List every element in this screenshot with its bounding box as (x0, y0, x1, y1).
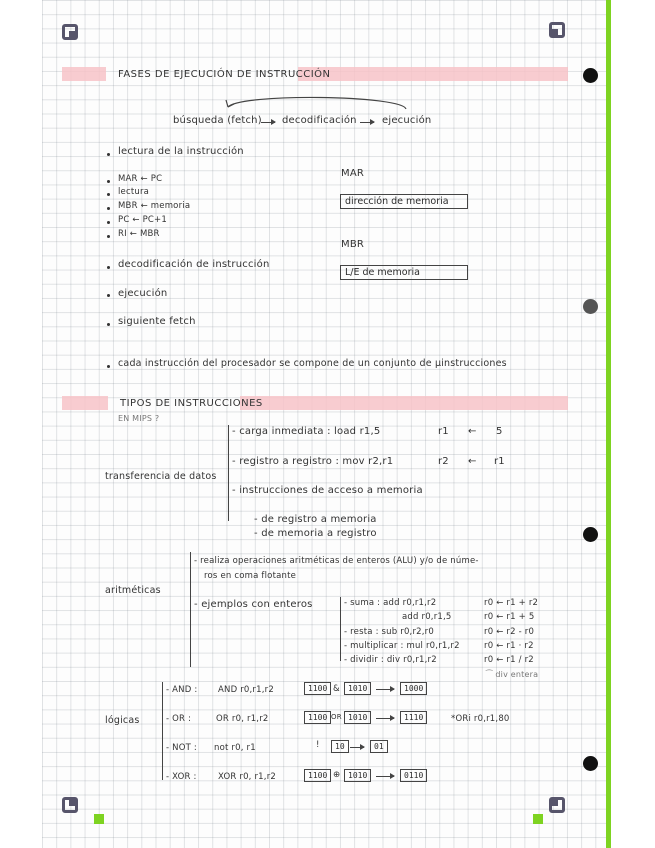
arith-op: - resta : sub r0,r2,r0 (344, 627, 434, 637)
arrow-icon (376, 776, 394, 777)
arith-result: r0 ← r2 - r0 (484, 627, 535, 637)
logic-operand: 1010 (344, 711, 371, 724)
list-item: PC ← PC+1 (118, 215, 167, 225)
result: r1 (438, 426, 449, 437)
arith-result: r0 ← r1 · r2 (484, 641, 534, 651)
bullet (107, 221, 110, 224)
bullet (107, 180, 110, 183)
logic-name: - AND : (166, 685, 198, 695)
list-item: - de registro a memoria (254, 514, 377, 525)
list-item: ejecución (118, 288, 168, 299)
logic-operator: & (333, 684, 340, 694)
corner-mark-top-left (62, 24, 78, 40)
brace (190, 552, 191, 667)
list-item: MAR ← PC (118, 174, 163, 184)
page-edge (606, 0, 611, 848)
cycle-step: decodificación (282, 115, 357, 126)
logic-operand: 1010 (344, 682, 371, 695)
mar-label: MAR (341, 168, 365, 179)
bullet (107, 207, 110, 210)
cycle-step: ejecución (382, 115, 432, 126)
list-item: RI ← MBR (118, 229, 160, 239)
binder-hole (583, 756, 598, 771)
list-item: siguiente fetch (118, 316, 196, 327)
logic-example: OR r0, r1,r2 (216, 714, 269, 724)
highlight (62, 67, 106, 81)
result: 5 (496, 426, 503, 437)
mar-box: dirección de memoria (340, 194, 468, 209)
green-marker (533, 814, 543, 824)
brace (162, 682, 163, 780)
logic-operand: 1100 (304, 682, 331, 695)
arrow-icon (360, 122, 374, 123)
list-item: lectura (118, 187, 150, 197)
logic-example: AND r0,r1,r2 (218, 685, 274, 695)
arith-op: - multiplicar : mul r0,r1,r2 (344, 641, 460, 651)
result: ← (468, 426, 477, 437)
logic-name: - NOT : (166, 743, 197, 753)
description: ros en coma flotante (204, 571, 297, 581)
corner-mark-bottom-left (62, 797, 78, 813)
logic-example: XOR r0, r1,r2 (218, 772, 276, 782)
arith-result: r0 ← r1 + 5 (484, 612, 535, 622)
bullet (107, 193, 110, 196)
logic-operator: ⊕ (333, 770, 341, 780)
binder-hole (583, 527, 598, 542)
cycle-step: búsqueda (fetch) (173, 115, 262, 126)
logic-result: 1000 (400, 682, 427, 695)
arrow-icon (376, 689, 394, 690)
highlight (240, 396, 568, 410)
bullet (107, 266, 110, 269)
arith-op: - suma : add r0,r1,r2 (344, 598, 437, 608)
binder-hole (583, 299, 598, 314)
list-item: lectura de la instrucción (118, 146, 244, 157)
logic-result: 01 (370, 740, 388, 753)
bullet (107, 365, 110, 368)
bullet (107, 235, 110, 238)
list-item: - instrucciones de acceso a memoria (232, 485, 423, 496)
cycle-arc (220, 93, 412, 115)
category-label: transferencia de datos (105, 471, 217, 482)
arrow-icon (350, 747, 364, 748)
note: *ORi r0,r1,80 (451, 714, 510, 724)
corner-mark-bottom-right (549, 797, 565, 813)
arith-result: r0 ← r1 + r2 (484, 598, 539, 608)
logic-example: not r0, r1 (214, 743, 256, 753)
binder-hole (583, 68, 598, 83)
logic-operand: 1100 (304, 769, 331, 782)
logic-result: 1110 (400, 711, 427, 724)
arith-result: r0 ← r1 / r2 (484, 655, 534, 665)
mbr-label: MBR (341, 239, 365, 250)
brace (340, 597, 341, 661)
list-item: MBR ← memoria (118, 201, 191, 211)
arith-op: - dividir : div r0,r1,r2 (344, 655, 437, 665)
logic-name: - XOR : (166, 772, 197, 782)
result: r1 (494, 456, 505, 467)
subtitle: EN MIPS ? (118, 414, 160, 423)
green-marker (94, 814, 104, 824)
highlight (62, 396, 108, 410)
list-item: - carga inmediata : load r1,5 (232, 426, 381, 437)
category-label: lógicas (105, 715, 140, 726)
list-item: - de memoria a registro (254, 528, 377, 539)
note: ⁀ div entera (486, 670, 539, 679)
logic-operator: ! (316, 740, 320, 750)
logic-result: 0110 (400, 769, 427, 782)
section-title-tipos: TIPOS DE INSTRUCCIONES (120, 398, 263, 409)
brace (228, 425, 229, 521)
category-label: aritméticas (105, 585, 161, 596)
list-item: decodificación de instrucción (118, 259, 270, 270)
bullet (107, 294, 110, 297)
highlight (298, 67, 568, 81)
result: ← (468, 456, 477, 467)
arrow-icon (261, 122, 275, 123)
logic-operand: 1010 (344, 769, 371, 782)
bullet (107, 153, 110, 156)
section-title-fases: FASES DE EJECUCIÓN DE INSTRUCCIÓN (118, 69, 331, 80)
logic-operand: 1100 (304, 711, 331, 724)
logic-name: - OR : (166, 714, 192, 724)
corner-mark-top-right (549, 22, 565, 38)
note: cada instrucción del procesador se compone de un conjunto de µinstrucciones (118, 358, 507, 369)
list-item: - ejemplos con enteros (194, 599, 313, 610)
bullet (107, 323, 110, 326)
arith-op: add r0,r1,5 (402, 612, 452, 622)
list-item: - registro a registro : mov r2,r1 (232, 456, 394, 467)
mbr-box: L/E de memoria (340, 265, 468, 280)
description: - realiza operaciones aritméticas de enteros (ALU) y/o de núme- (194, 556, 479, 566)
arrow-icon (376, 718, 394, 719)
result: r2 (438, 456, 449, 467)
logic-operand: 10 (331, 740, 349, 753)
logic-operator: OR (331, 713, 342, 721)
